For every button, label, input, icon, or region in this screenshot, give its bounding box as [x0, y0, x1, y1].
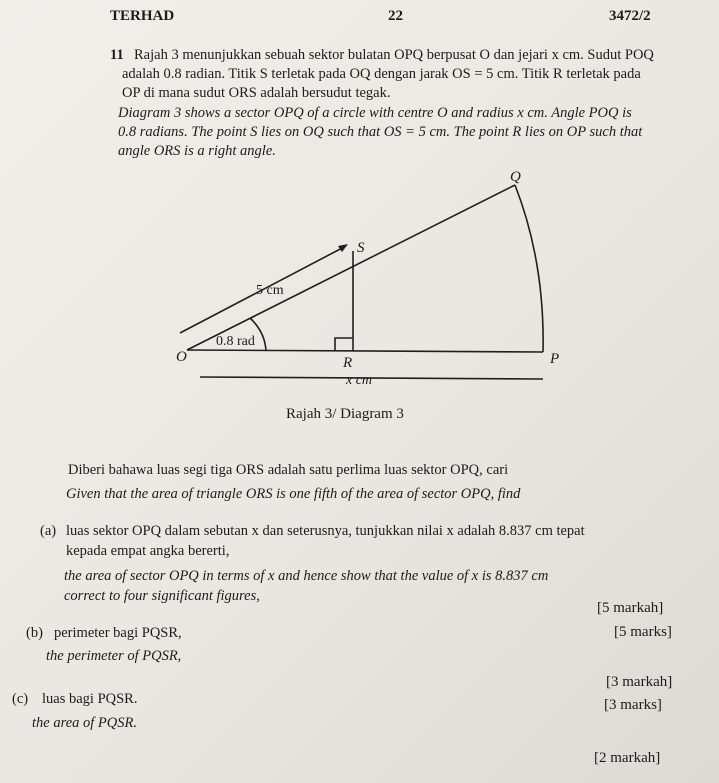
question-english-line-2: 0.8 radians. The point S lies on OQ such that OS = 5 cm. The point R lies on OP such that [118, 124, 643, 140]
arrowhead-os [338, 244, 348, 252]
part-b-label: (b) [26, 625, 43, 641]
given-english: Given that the area of triangle ORS is one fifth of the area of sector OPQ, find [66, 486, 521, 502]
label-q: Q [510, 169, 521, 185]
diagram-caption: Rajah 3/ Diagram 3 [286, 406, 404, 422]
line-oq [187, 185, 515, 350]
label-radius: x cm [346, 373, 373, 388]
question-number: 11 [110, 47, 124, 63]
part-b-english: the perimeter of PQSR, [46, 648, 182, 664]
right-angle-mark [335, 338, 353, 351]
label-p: P [550, 351, 560, 367]
header-left: TERHAD [110, 8, 175, 24]
label-angle: 0.8 rad [216, 334, 255, 349]
label-os-length: 5 cm [256, 283, 284, 298]
part-c-malay: luas bagi PQSR. [42, 691, 138, 707]
part-a-label: (a) [40, 523, 57, 539]
label-s: S [357, 240, 365, 256]
arc-pq [515, 185, 543, 352]
part-a-marks-english: [5 marks] [614, 624, 672, 640]
part-b-marks-english: [3 marks] [604, 697, 662, 713]
part-c-english: the area of PQSR. [32, 715, 137, 731]
part-a-malay-line-2: kepada empat angka bererti, [66, 543, 230, 559]
given-malay: Diberi bahawa luas segi tiga ORS adalah satu perlima luas sektor OPQ, cari [68, 462, 509, 478]
part-b-marks-malay: [3 markah] [606, 674, 673, 690]
part-a-english-line-1: the area of sector OPQ in terms of x and hence show that the value of x is 8.837 cm [64, 568, 549, 584]
page-number: 22 [388, 8, 403, 24]
question-english-line-1: Diagram 3 shows a sector OPQ of a circle with centre O and radius x cm. Angle POQ is [118, 105, 632, 121]
question-malay-line-2: adalah 0.8 radian. Titik S terletak pada OQ dengan jarak OS = 5 cm. Titik R terletak pada [122, 66, 641, 82]
part-a-english-line-2: correct to four significant figures, [64, 588, 260, 604]
part-a-malay-line-1: luas sektor OPQ dalam sebutan x dan seterusnya, tunjukkan nilai x adalah 8.837 cm tepat [66, 523, 585, 539]
question-malay-line-3: OP di mana sudut ORS adalah bersudut tegak. [122, 85, 391, 101]
question-english-line-3: angle ORS is a right angle. [118, 143, 276, 159]
label-o: O [176, 349, 187, 365]
question-malay-line-1: Rajah 3 menunjukkan sebuah sektor bulatan OPQ berpusat O dan jejari x cm. Sudut POQ [134, 47, 654, 63]
part-c-marks-malay: [2 markah] [594, 750, 661, 766]
line-op [187, 350, 543, 352]
part-a-marks-malay: [5 markah] [597, 600, 664, 616]
paper-code: 3472/2 [609, 8, 651, 24]
part-c-label: (c) [12, 691, 29, 707]
label-r: R [343, 355, 353, 371]
part-b-malay: perimeter bagi PQSR, [54, 625, 182, 641]
